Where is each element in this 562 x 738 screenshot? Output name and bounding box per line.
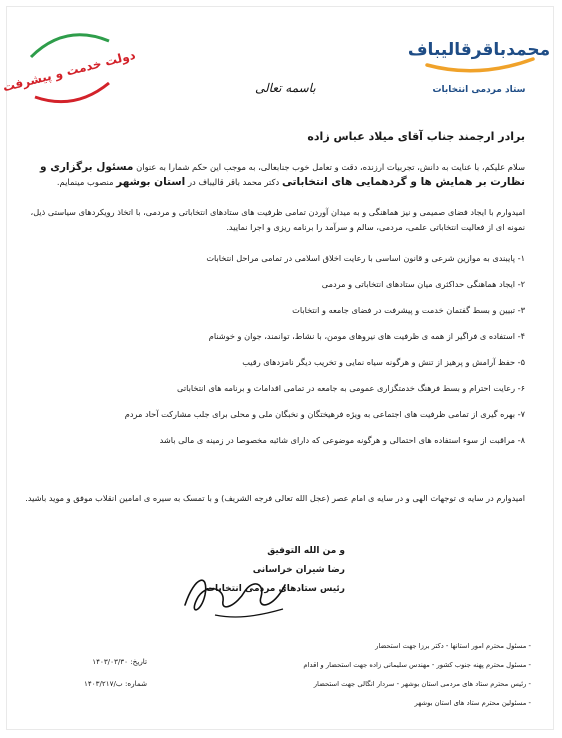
bismillah: باسمه تعالی [255,81,316,95]
slogan-logo-text: دولت خدمت و پیشرفت [1,47,137,95]
appointment-title: مسئول برگزاری و نظارت بر همایش ها و گردهمایی های انتخاباتی [40,161,525,188]
cc-list [201,637,531,713]
date-value: ۱۴۰۳/۰۳/۳۰ [92,657,128,666]
salutation: برادر ارجمند جناب آقای میلاد عباس زاده [307,130,525,143]
cc-item: - مسئول محترم پهنه جنوب کشور - مهندس سلیمانی زاده جهت استحضار و اقدام [303,661,531,669]
list-item: ۳- تبیین و بسط گفتمان خدمت و پیشرفت در فضای جامعه و انتخابات [292,305,525,315]
cc-item: - مسئول محترم امور استانها - دکتر برزا جهت استحضار [375,642,531,650]
number-value: ب/۱۴۰۳/۲۱۷ [84,679,123,688]
date-line [47,651,147,673]
list-item: ۸- مراقبت از سوء استفاده های احتمالی و هرگونه موضوعی که دارای شائبه مخصوصا در زمینه ی مالی باشد [159,435,525,445]
appointment-province: استان بوشهر [116,176,186,188]
intro-paragraph: امیدوارم با ایجاد فضای صمیمی و نیز هماهنگی و به میدان آوردن تمامی ظرفیت های ستادهای انتخاباتی و مردمی، با اتخاذ رویکردهای سیاستی ذیل، نمونه ای از فعالیت انتخاباتی علمی، مردمی، سالم و سرآمد را برنامه ریزی و اجرا نمایید. [30,207,525,232]
number-line [47,673,147,695]
handwritten-signature [175,565,295,623]
campaign-subtitle: ستاد مردمی انتخابات [432,85,526,95]
signer-name: رضا شیران خراسانی [252,565,345,575]
list-item: ۴- استفاده ی فراگیر از همه ی ظرفیت های نیروهای مومن، با نشاط، توانمند، جوان و خوشنام [208,331,525,341]
slogan-logo-mark [1,27,137,109]
list-item: ۱- پایبندی به موازین شرعی و قانون اساسی با رعایت اخلاق اسلامی در تمامی مراحل انتخابات [206,253,525,263]
letter-meta [47,651,147,695]
cc-item: - رئیس محترم ستاد های مردمی استان بوشهر - سردار انگالی جهت استحضار [313,680,531,688]
appointment-end: منصوب مینمایم. [56,177,114,187]
cc-item: - مسئولین محترم ستاد های استان بوشهر [414,699,531,707]
appointment-text: سلام علیکم، با عنایت به دانش، تجربیات ارزنده، دقت و تعامل خوب جنابعالی، به موجب این حکم شمارا به عنوان [136,162,525,172]
policy-list [25,245,525,453]
list-item: ۲- ایجاد هماهنگی حداکثری میان ستادهای انتخاباتی و مردمی [321,279,525,289]
closing-paragraph: امیدوارم در سایه ی توجهات الهی و در سایه ی امام عصر (عجل الله تعالی فرجه الشریف) و با تمسک به سیره ی امامین انقلاب موفق و موید باشید. [25,493,525,503]
list-item: ۶- رعایت احترام و بسط فرهنگ خدمتگزاری عمومی به جامعه در تمامی اقدامات و برنامه های انتخاباتی [177,383,525,393]
appointment-mid: دکتر محمد باقر قالیباف در [187,177,280,187]
slogan-logo [1,27,137,109]
list-item: ۵- حفظ آرامش و پرهیز از تنش و هرگونه سیاه نمایی و تخریب دیگر نامزدهای رقیب [242,357,525,367]
letter-page [1,6,554,730]
number-label: شماره: [124,679,147,688]
closing-phrase: و من الله التوفیق [267,546,345,556]
campaign-logo [407,21,551,101]
signer-title: رئیس ستادهای مردمی انتخابات [205,584,345,594]
campaign-logo-mark [407,21,551,85]
list-item: ۷- بهره گیری از تمامی ظرفیت های اجتماعی به ویژه فرهیختگان و نخبگان ملی و محلی برای جلب مشارکت آحاد مردم [124,409,525,419]
date-label: تاریخ: [130,657,147,666]
campaign-logo-text: محمدباقرقالیباف [407,40,551,60]
appointment-paragraph [25,160,525,190]
